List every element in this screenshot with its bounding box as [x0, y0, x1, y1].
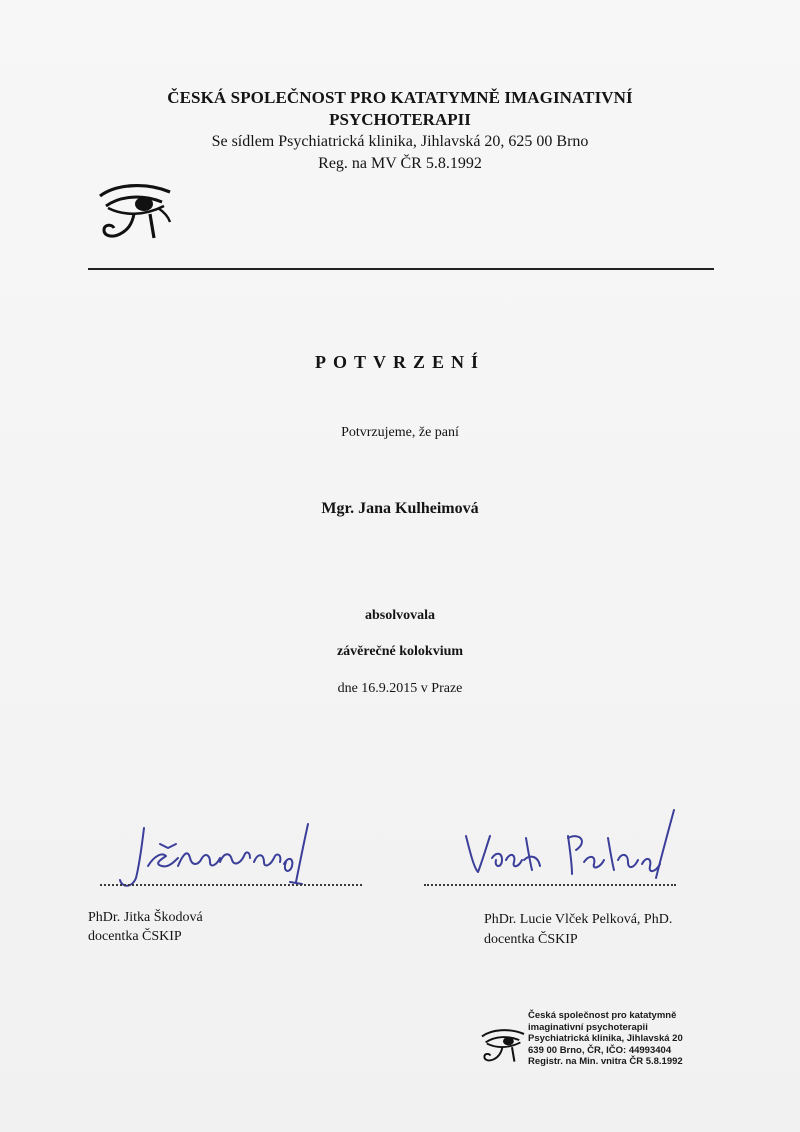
organization-stamp: [480, 1010, 690, 1090]
exam-text: závěrečné kolokvium: [336, 644, 464, 659]
signature-right: [460, 808, 680, 888]
date-place-text: dne 16.9.2015 v Praze: [337, 681, 463, 696]
org-name-line2: PSYCHOTERAPII: [329, 110, 471, 129]
stamp-eye-logo-icon: [480, 1028, 526, 1064]
stamp-line-4: 639 00 Brno, ČR, IČO: 44993404: [528, 1044, 672, 1056]
eye-of-horus-logo-icon: [98, 182, 172, 242]
recipient-name: Mgr. Jana Kulheimová: [321, 500, 479, 517]
completed-text: absolvovala: [364, 608, 435, 623]
signature-line-left: [100, 884, 362, 886]
stamp-line-3: Psychiatrická klinika, Jihlavská 20: [528, 1033, 683, 1045]
stamp-line-2: imaginativní psychoterapii: [528, 1021, 648, 1033]
signer-right-title: docentka ČSKIP: [484, 932, 578, 947]
signature-line-right: [424, 884, 676, 886]
stamp-line-1: Česká společnost pro katatymně: [528, 1010, 677, 1021]
signer-left-title: docentka ČSKIP: [88, 929, 182, 944]
org-address: Se sídlem Psychiatrická klinika, Jihlavská 20, 625 00 Brno: [211, 133, 589, 150]
org-registration: Reg. na MV ČR 5.8.1992: [318, 155, 482, 172]
document-title: POTVRZENÍ: [314, 352, 485, 372]
org-name-line1: ČESKÁ SPOLEČNOST PRO KATATYMNĚ IMAGINATIVNÍ: [167, 88, 633, 107]
signer-right-name: PhDr. Lucie Vlček Pelková, PhD.: [484, 912, 673, 927]
header-divider: [88, 268, 714, 270]
signer-left-name: PhDr. Jitka Škodová: [88, 910, 203, 925]
stamp-line-5: Registr. na Min. vnitra ČR 5.8.1992: [528, 1056, 683, 1068]
intro-text: Potvrzujeme, že paní: [341, 425, 459, 440]
stamp-text-block: [528, 1010, 683, 1068]
